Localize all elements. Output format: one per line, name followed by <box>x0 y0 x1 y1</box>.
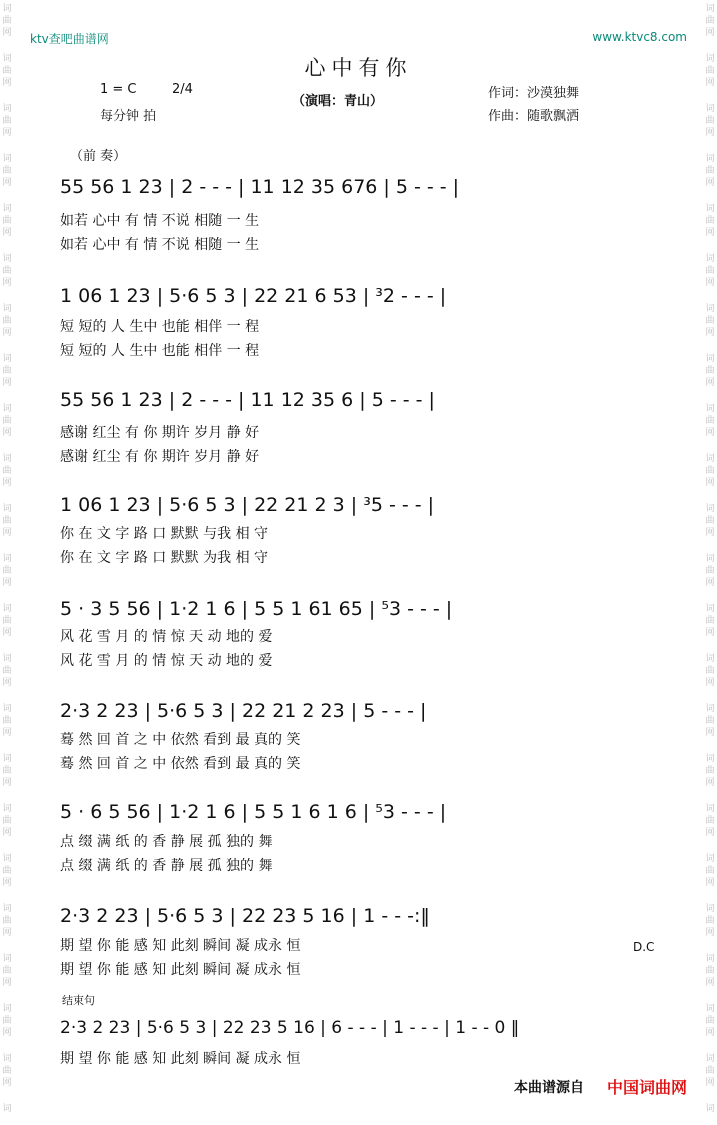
watermark-char: 词 <box>2 1104 12 1114</box>
watermark-char: 词 <box>2 54 12 64</box>
watermark-char: 词 <box>2 554 12 564</box>
watermark-char: 词 <box>705 854 715 864</box>
source-text: 本曲谱源自 <box>514 1080 584 1096</box>
watermark-char: 网 <box>2 628 12 638</box>
watermark-char: 词 <box>2 254 12 264</box>
watermark-char: 词 <box>2 604 12 614</box>
watermark-char: 网 <box>705 528 715 538</box>
notation-line: 2·3 2 23 | 5·6 5 3 | 22 21 2 23 | 5 - - - | <box>60 700 427 722</box>
watermark-char: 网 <box>2 528 12 538</box>
lyric-verse-2: 如若 心中 有 情 不说 相随 一 生 <box>60 237 260 253</box>
watermark-char: 网 <box>2 728 12 738</box>
watermark-char: 词 <box>705 904 715 914</box>
watermark-char: 网 <box>2 378 12 388</box>
watermark-char: 词 <box>2 1054 12 1064</box>
watermark-char: 网 <box>705 828 715 838</box>
left-watermark-strip <box>0 0 14 1125</box>
watermark-char: 词 <box>705 1104 715 1114</box>
watermark-char: 词 <box>705 754 715 764</box>
lyric-verse-1: 如若 心中 有 情 不说 相随 一 生 <box>60 213 260 229</box>
watermark-char: 曲 <box>705 866 715 876</box>
watermark-char: 网 <box>705 178 715 188</box>
lyric-verse-2: 感谢 红尘 有 你 期许 岁月 静 好 <box>60 449 260 465</box>
watermark-char: 曲 <box>705 1066 715 1076</box>
watermark-char: 词 <box>705 704 715 714</box>
watermark-char: 词 <box>705 604 715 614</box>
watermark-char: 曲 <box>2 366 12 376</box>
notation-line: 55 56 1 23 | 2 - - - | 11 12 35 676 | 5 - - - | <box>60 176 460 198</box>
watermark-char: 曲 <box>705 366 715 376</box>
watermark-char: 网 <box>2 878 12 888</box>
site-url-right[interactable]: www.ktvc8.com <box>592 30 687 44</box>
watermark-char: 网 <box>2 428 12 438</box>
watermark-char: 词 <box>705 654 715 664</box>
watermark-char: 词 <box>705 1004 715 1014</box>
watermark-char: 曲 <box>705 66 715 76</box>
lyric-verse-1: 期 望 你 能 感 知 此刻 瞬间 凝 成永 恒 <box>60 938 301 954</box>
notation-line: 55 56 1 23 | 2 - - - | 11 12 35 6 | 5 - - - | <box>60 389 435 411</box>
watermark-char: 网 <box>705 678 715 688</box>
watermark-char: 曲 <box>705 16 715 26</box>
ending-label: 结束句 <box>62 994 95 1007</box>
notation-line: 5 · 6 5 56 | 1·2 1 6 | 5 5 1 6 1 6 | ⁵3 - - - | <box>60 801 447 823</box>
watermark-char: 网 <box>2 278 12 288</box>
watermark-char: 曲 <box>705 966 715 976</box>
watermark-char: 网 <box>2 228 12 238</box>
watermark-char: 曲 <box>2 816 12 826</box>
watermark-char: 曲 <box>705 216 715 226</box>
watermark-char: 曲 <box>705 1016 715 1026</box>
watermark-char: 网 <box>705 28 715 38</box>
watermark-char: 词 <box>2 654 12 664</box>
notation-line: 1 06 1 23 | 5·6 5 3 | 22 21 2 3 | ³5 - - - | <box>60 494 435 516</box>
watermark-char: 词 <box>705 1054 715 1064</box>
prelude-label: （前 奏） <box>70 149 127 164</box>
watermark-char: 网 <box>2 78 12 88</box>
watermark-char: 曲 <box>2 666 12 676</box>
notation-line: 5 · 3 5 56 | 1·2 1 6 | 5 5 1 61 65 | ⁵3 - - - | <box>60 598 453 620</box>
watermark-char: 词 <box>705 354 715 364</box>
watermark-char: 曲 <box>705 466 715 476</box>
watermark-char: 曲 <box>2 1016 12 1026</box>
lyric-verse-1: 期 望 你 能 感 知 此刻 瞬间 凝 成永 恒 <box>60 1051 301 1067</box>
watermark-char: 网 <box>705 78 715 88</box>
watermark-char: 词 <box>2 904 12 914</box>
watermark-char: 曲 <box>2 216 12 226</box>
watermark-char: 曲 <box>2 316 12 326</box>
watermark-char: 词 <box>2 1004 12 1014</box>
watermark-char: 词 <box>705 154 715 164</box>
watermark-char: 词 <box>2 454 12 464</box>
watermark-char: 词 <box>2 204 12 214</box>
lyric-verse-2: 你 在 文 字 路 口 默默 为我 相 守 <box>60 550 269 566</box>
watermark-char: 网 <box>705 378 715 388</box>
lyric-verse-2: 短 短的 人 生中 也能 相伴 一 程 <box>60 343 260 359</box>
watermark-char: 曲 <box>2 166 12 176</box>
watermark-char: 曲 <box>2 116 12 126</box>
watermark-char: 词 <box>2 954 12 964</box>
watermark-char: 曲 <box>705 316 715 326</box>
watermark-char: 词 <box>705 504 715 514</box>
key-signature: 1 = C <box>100 82 137 97</box>
watermark-char: 词 <box>2 154 12 164</box>
lyric-verse-1: 风 花 雪 月 的 情 惊 天 动 地的 爱 <box>60 629 273 645</box>
right-watermark-strip <box>703 0 717 1125</box>
time-signature: 2/4 <box>172 82 193 97</box>
watermark-char: 曲 <box>2 1066 12 1076</box>
watermark-char: 网 <box>2 678 12 688</box>
watermark-char: 网 <box>705 778 715 788</box>
watermark-char: 曲 <box>2 566 12 576</box>
watermark-char: 词 <box>705 54 715 64</box>
watermark-char: 网 <box>2 128 12 138</box>
watermark-char: 网 <box>2 1028 12 1038</box>
watermark-char: 曲 <box>705 816 715 826</box>
watermark-char: 网 <box>705 128 715 138</box>
watermark-char: 曲 <box>705 766 715 776</box>
watermark-char: 词 <box>2 304 12 314</box>
watermark-char: 网 <box>705 478 715 488</box>
lyricist: 作词：沙漠独舞 <box>488 86 580 101</box>
watermark-char: 曲 <box>2 866 12 876</box>
watermark-char: 词 <box>2 354 12 364</box>
watermark-char: 网 <box>2 828 12 838</box>
brand-link[interactable]: 中国词曲网 <box>606 1078 687 1097</box>
watermark-char: 词 <box>2 4 12 14</box>
watermark-char: 词 <box>705 554 715 564</box>
watermark-char: 词 <box>705 254 715 264</box>
watermark-char: 词 <box>705 304 715 314</box>
watermark-char: 曲 <box>2 16 12 26</box>
watermark-char: 网 <box>705 278 715 288</box>
lyric-verse-2: 蓦 然 回 首 之 中 依然 看到 最 真的 笑 <box>60 756 301 772</box>
watermark-char: 网 <box>2 478 12 488</box>
watermark-char: 词 <box>2 404 12 414</box>
watermark-char: 曲 <box>705 916 715 926</box>
watermark-char: 曲 <box>2 716 12 726</box>
watermark-char: 网 <box>705 628 715 638</box>
watermark-char: 词 <box>705 954 715 964</box>
dc-marking: D.C <box>633 940 655 954</box>
watermark-char: 网 <box>705 1028 715 1038</box>
composer: 作曲：随歌飘洒 <box>488 109 580 124</box>
notation-line: 2·3 2 23 | 5·6 5 3 | 22 23 5 16 | 6 - - - | 1 - - - | 1 - - 0 ‖ <box>60 1018 520 1038</box>
watermark-char: 网 <box>2 778 12 788</box>
lyric-verse-1: 短 短的 人 生中 也能 相伴 一 程 <box>60 319 260 335</box>
watermark-char: 曲 <box>2 466 12 476</box>
watermark-char: 网 <box>705 1078 715 1088</box>
watermark-char: 曲 <box>705 666 715 676</box>
watermark-char: 曲 <box>2 66 12 76</box>
watermark-char: 网 <box>705 428 715 438</box>
watermark-char: 网 <box>705 928 715 938</box>
watermark-char: 网 <box>2 178 12 188</box>
watermark-char: 曲 <box>705 616 715 626</box>
watermark-char: 词 <box>705 454 715 464</box>
watermark-char: 网 <box>2 328 12 338</box>
watermark-char: 词 <box>705 4 715 14</box>
watermark-char: 词 <box>705 404 715 414</box>
lyric-verse-2: 期 望 你 能 感 知 此刻 瞬间 凝 成永 恒 <box>60 962 301 978</box>
watermark-char: 曲 <box>2 916 12 926</box>
watermark-char: 词 <box>2 754 12 764</box>
lyric-verse-1: 你 在 文 字 路 口 默默 与我 相 守 <box>60 526 269 542</box>
watermark-char: 网 <box>2 928 12 938</box>
watermark-char: 词 <box>705 804 715 814</box>
watermark-char: 曲 <box>2 516 12 526</box>
watermark-char: 网 <box>705 228 715 238</box>
watermark-char: 网 <box>705 728 715 738</box>
watermark-char: 曲 <box>705 116 715 126</box>
watermark-char: 曲 <box>2 416 12 426</box>
watermark-char: 曲 <box>705 166 715 176</box>
watermark-char: 曲 <box>2 616 12 626</box>
watermark-char: 曲 <box>705 566 715 576</box>
watermark-char: 词 <box>2 704 12 714</box>
lyric-verse-1: 点 缀 满 纸 的 香 静 展 孤 独的 舞 <box>60 834 273 850</box>
watermark-char: 网 <box>2 28 12 38</box>
watermark-char: 网 <box>705 578 715 588</box>
site-name-left[interactable]: ktv查吧曲谱网 <box>30 32 109 46</box>
lyric-verse-2: 点 缀 满 纸 的 香 静 展 孤 独的 舞 <box>60 858 273 874</box>
watermark-char: 网 <box>2 578 12 588</box>
watermark-char: 词 <box>705 204 715 214</box>
lyric-verse-2: 风 花 雪 月 的 情 惊 天 动 地的 爱 <box>60 653 273 669</box>
song-title: 心中有你 <box>304 56 413 80</box>
watermark-char: 曲 <box>2 266 12 276</box>
watermark-char: 网 <box>2 978 12 988</box>
watermark-char: 词 <box>2 104 12 114</box>
watermark-char: 网 <box>705 328 715 338</box>
watermark-char: 曲 <box>705 516 715 526</box>
notation-line: 1 06 1 23 | 5·6 5 3 | 22 21 6 53 | ³2 - - - | <box>60 285 447 307</box>
watermark-char: 词 <box>2 504 12 514</box>
tempo: 每分钟 拍 <box>100 109 157 124</box>
watermark-char: 词 <box>2 854 12 864</box>
watermark-char: 曲 <box>2 766 12 776</box>
watermark-char: 词 <box>705 104 715 114</box>
lyric-verse-1: 蓦 然 回 首 之 中 依然 看到 最 真的 笑 <box>60 732 301 748</box>
watermark-char: 曲 <box>705 266 715 276</box>
watermark-char: 曲 <box>705 416 715 426</box>
watermark-char: 网 <box>705 978 715 988</box>
lyric-verse-1: 感谢 红尘 有 你 期许 岁月 静 好 <box>60 425 260 441</box>
singer: （演唱：青山） <box>292 94 384 109</box>
watermark-char: 曲 <box>705 716 715 726</box>
notation-line: 2·3 2 23 | 5·6 5 3 | 22 23 5 16 | 1 - - -:‖ <box>60 905 430 927</box>
watermark-char: 网 <box>2 1078 12 1088</box>
watermark-char: 曲 <box>2 966 12 976</box>
watermark-char: 网 <box>705 878 715 888</box>
watermark-char: 词 <box>2 804 12 814</box>
